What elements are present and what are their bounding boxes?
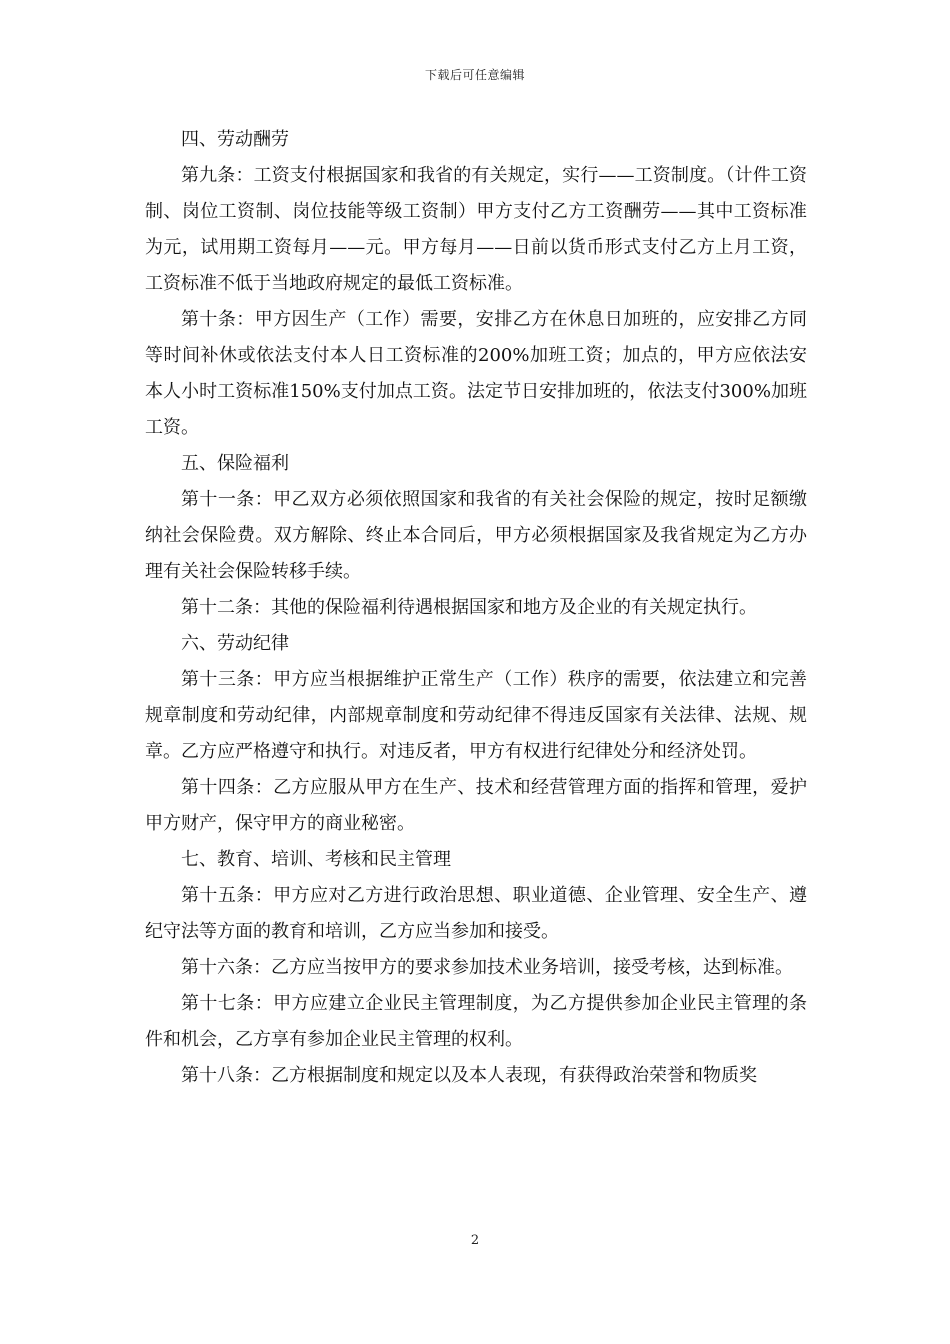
article-9: 第九条：工资支付根据国家和我省的有关规定，实行——工资制度。（计件工资制、岗位工资制、岗位技能等级工资制）甲方支付乙方工资酬劳——其中工资标准为元，试用期工资每月——元。甲方每月——日前以货币形式支付乙方上月工资，工资标准不低于当地政府规定的最低工资标准。 <box>145 165 807 294</box>
section-heading-labor-pay: 四、劳动酬劳 <box>181 129 289 150</box>
article-16: 第十六条：乙方应当按甲方的要求参加技术业务培训，接受考核，达到标准。 <box>181 957 793 978</box>
section-heading-labor-discipline: 六、劳动纪律 <box>181 633 289 654</box>
article-14: 第十四条：乙方应服从甲方在生产、技术和经营管理方面的指挥和管理，爱护甲方财产，保守甲方的商业秘密。 <box>145 777 807 834</box>
page-number: 2 <box>470 1233 480 1248</box>
section-heading-education-training: 七、教育、培训、考核和民主管理 <box>181 849 451 870</box>
document-body <box>145 122 807 1094</box>
article-18: 第十八条：乙方根据制度和规定以及本人表现，有获得政治荣誉和物质奖 <box>181 1065 757 1086</box>
article-15: 第十五条：甲方应对乙方进行政治思想、职业道德、企业管理、安全生产、遵纪守法等方面的教育和培训，乙方应当参加和接受。 <box>145 885 807 942</box>
header-note: 下载后可任意编辑 <box>424 68 525 82</box>
article-12: 第十二条：其他的保险福利待遇根据国家和地方及企业的有关规定执行。 <box>181 597 757 618</box>
article-17: 第十七条：甲方应建立企业民主管理制度，为乙方提供参加企业民主管理的条件和机会，乙方享有参加企业民主管理的权利。 <box>145 993 807 1050</box>
article-10: 第十条：甲方因生产（工作）需要，安排乙方在休息日加班的，应安排乙方同等时间补休或依法支付本人日工资标准的200%加班工资；加点的，甲方应依法安本人小时工资标准150%支付加点工资。法定节日安排加班的，依法支付300%加班工资。 <box>145 309 807 438</box>
article-11: 第十一条：甲乙双方必须依照国家和我省的有关社会保险的规定，按时足额缴纳社会保险费。双方解除、终止本合同后，甲方必须根据国家及我省规定为乙方办理有关社会保险转移手续。 <box>145 489 807 582</box>
article-13: 第十三条：甲方应当根据维护正常生产（工作）秩序的需要，依法建立和完善规章制度和劳动纪律，内部规章制度和劳动纪律不得违反国家有关法律、法规、规章。乙方应严格遵守和执行。对违反者，甲方有权进行纪律处分和经济处罚。 <box>145 669 807 762</box>
section-heading-insurance-welfare: 五、保险福利 <box>181 453 289 474</box>
